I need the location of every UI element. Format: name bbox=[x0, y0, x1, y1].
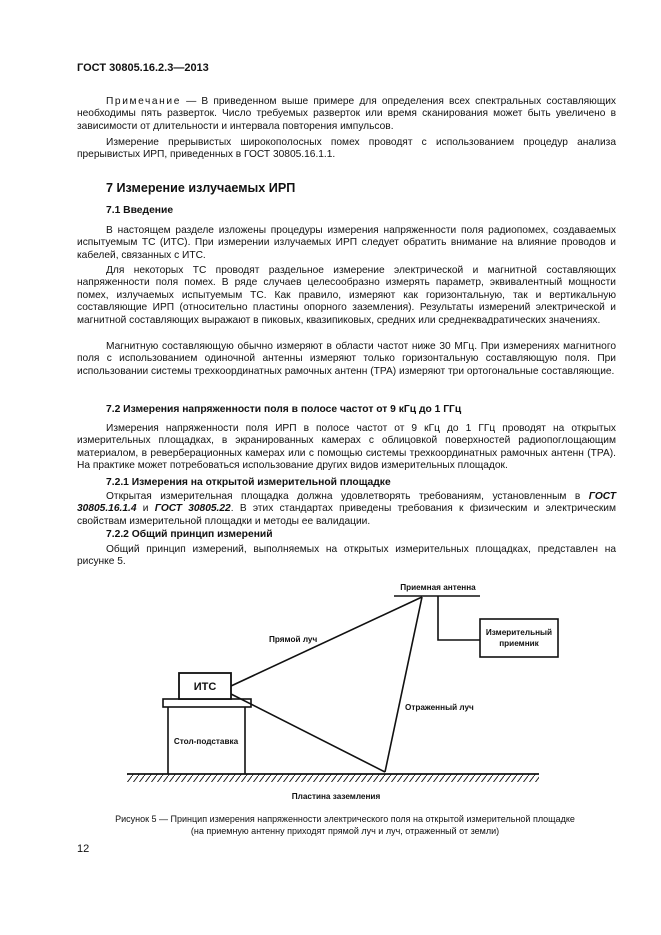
s721-text-and: и bbox=[136, 503, 155, 515]
table-top bbox=[163, 699, 251, 707]
figure-caption-line-1: Рисунок 5 — Принцип измерения напряженности электрического поля на открытой измерительной площадке bbox=[115, 814, 575, 824]
reflected-ray bbox=[385, 597, 422, 772]
section-7-1-heading: 7.1 Введение bbox=[106, 205, 174, 216]
section-7-2-heading: 7.2 Измерения напряженности поля в полосе частот от 9 кГц до 1 ГГц bbox=[106, 404, 462, 415]
standard-header: ГОСТ 30805.16.2.3—2013 bbox=[77, 62, 209, 74]
measuring-receiver-box bbox=[480, 619, 558, 657]
intermittent-paragraph: Измерение прерывистых широкополосных помех проводят с использованием процедур анализа прерывистых ИРП, приведенных в ГОСТ 30805.16.1.1. bbox=[77, 137, 616, 161]
reflected-ray-label: Отраженный луч bbox=[405, 703, 474, 712]
direct-ray-label: Прямой луч bbox=[269, 635, 318, 644]
section-7-1-paragraph-3: Магнитную составляющую обычно измеряют в области частот ниже 30 МГц. При измерениях магнитного поля с использованием одиночной антенны измеряют только горизонтальную составляющую поля. При использовании системы трехкоординатных рамочных антенн (ТРА) измеряют три ортогональные составляющие. bbox=[77, 341, 616, 377]
direct-ray bbox=[231, 597, 422, 686]
receiver-label-line2: приемник bbox=[499, 639, 539, 648]
note-text: — В приведенном выше примере для определения всех спектральных составляющих необходимы пять разверток. Число требуемых разверток или время сканирования может быть увеличено в зависимости от длительности и интервала повторения импульсов. bbox=[77, 96, 616, 132]
ground-plane-label: Пластина заземления bbox=[291, 792, 381, 801]
page-number: 12 bbox=[77, 843, 90, 855]
table-label: Стол-подставка bbox=[173, 737, 239, 746]
ray-to-ground bbox=[231, 694, 385, 772]
eut-label: ИТС bbox=[193, 681, 217, 693]
receiving-antenna-label: Приемная антенна bbox=[400, 583, 476, 592]
section-7-1-paragraph-2: Для некоторых ТС проводят раздельное измерение электрической и магнитной составляющих напряженности поля помех. В ряде случаев целесообразно измерять параметр, эквивалентный мощности помех, излучаемых испытуемым ТС. Как правило, измеряют как горизонтальную, так и вертикальную составляющие ИРП (относительно пластины опорного заземления). Результаты измерений электрической и магнитной составляющих выражают в пиковых, квазипиковых, средних или среднеквадратических значениях. bbox=[77, 265, 616, 326]
antenna-cable bbox=[438, 596, 480, 640]
receiver-label-line1: Измерительный bbox=[485, 628, 553, 637]
figure-caption-line-2: (на приемную антенну приходят прямой луч и луч, отраженный от земли) bbox=[190, 826, 500, 836]
ground-hatching bbox=[127, 774, 539, 782]
section-7-heading: 7 Измерение излучаемых ИРП bbox=[106, 181, 296, 195]
gost-reference-1: ГОСТ 30805.16.1.4 bbox=[77, 491, 616, 515]
s721-text-post: . В этих стандартах приведены требования к физическим и электрическим свойствам измерительной площадки и методы ее валидации. bbox=[77, 503, 617, 527]
note-label: Примечание bbox=[106, 96, 181, 107]
s721-text-pre: Открытая измерительная площадка должна удовлетворять требованиям, установленным в bbox=[106, 491, 589, 502]
gost-reference-2: ГОСТ 30805.22 bbox=[154, 503, 231, 515]
section-7-2-paragraph: Измерения напряженности поля ИРП в полосе частот от 9 кГц до 1 ГГц проводят на открытых измерительных площадках, в экранированных камерах с облицовкой поверхностей радиопоглощающим материалом, в реверберационных камерах или с помощью системы трехкоординатных рамочных антенн (ТРА). На практике может потребоваться использование других видов измерительных площадок. bbox=[77, 423, 616, 472]
section-7-1-paragraph-1: В настоящем разделе изложены процедуры измерения напряженности поля радиопомех, создаваемых испытуемым ТС (ИТС). При измерении излучаемых ИРП следует обратить внимание на влияние проводов и кабелей, связанных с ИТС. bbox=[77, 225, 616, 261]
section-7-2-2-heading: 7.2.2 Общий принцип измерений bbox=[106, 529, 273, 540]
section-7-2-1-heading: 7.2.1 Измерения на открытой измерительной площадке bbox=[106, 477, 391, 488]
section-7-2-2-paragraph: Общий принцип измерений, выполняемых на открытых измерительных площадках, представлен на рисунке 5. bbox=[77, 544, 616, 568]
